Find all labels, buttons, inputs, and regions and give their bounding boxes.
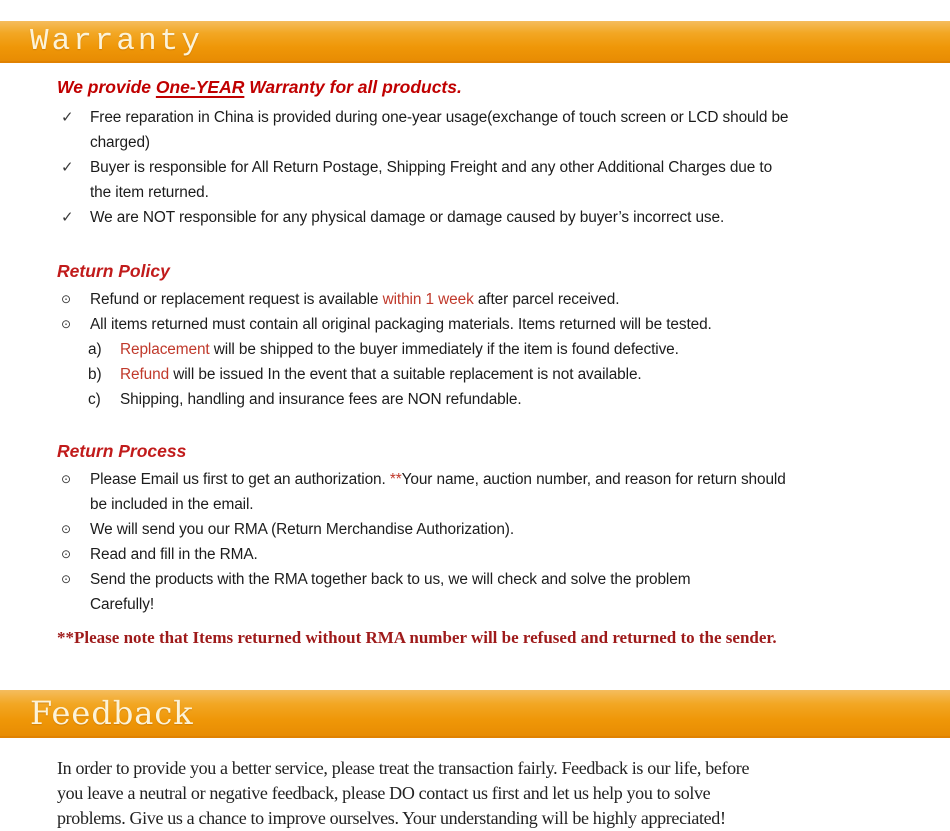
- check-item: [57, 205, 910, 230]
- process-item-text: [90, 567, 910, 617]
- rma-note: **Please note that Items returned without RMA number will be refused and returned to the sender.: [57, 628, 777, 647]
- warranty-title: Warranty: [30, 23, 203, 59]
- lettered-item: [88, 362, 910, 387]
- check-icon: ✓: [61, 109, 74, 126]
- feedback-line: In order to provide you a better service, please treat the transaction fairly. Feedback is our life, before: [57, 758, 750, 778]
- check-item: [57, 105, 910, 155]
- item-line: Buyer is responsible for All Return Postage, Shipping Freight and any other Additional Charges due to: [90, 159, 773, 176]
- text-segment: Send the products with the RMA together back to us, we will check and solve the problem: [90, 571, 691, 588]
- process-item: [57, 467, 910, 517]
- return-process-heading: Return Process: [57, 441, 187, 461]
- text-segment: We will send you our RMA (Return Merchandise Authorization).: [90, 521, 514, 538]
- item-line: We are NOT responsible for any physical damage or damage caused by buyer’s incorrect use.: [90, 209, 725, 226]
- feedback-paragraph: [0, 738, 950, 831]
- process-item-text: [90, 517, 910, 542]
- check-item: [57, 155, 910, 205]
- text-segment: after parcel received.: [473, 291, 620, 308]
- item-line: the item returned.: [90, 184, 209, 201]
- item-letter: b): [88, 366, 102, 383]
- warranty-check-list: [57, 105, 910, 230]
- lettered-item-text: [120, 387, 910, 412]
- item-letter: c): [88, 391, 101, 408]
- red-segment: **: [389, 471, 402, 488]
- text-segment: Shipping, handling and insurance fees are NON refundable.: [120, 391, 522, 408]
- process-item-text: [90, 542, 910, 567]
- warranty-content: [0, 63, 950, 690]
- feedback-title: Feedback: [30, 694, 194, 732]
- feedback-line: problems. Give us a chance to improve ourselves. Your understanding will be highly appreciated!: [57, 808, 726, 828]
- item-line: [90, 517, 910, 542]
- feedback-line: you leave a neutral or negative feedback, please DO contact us first and let us help you to solve: [57, 783, 711, 803]
- intro-underlined: One-YEAR: [155, 77, 245, 97]
- text-segment: will be shipped to the buyer immediately if the item is found defective.: [209, 341, 679, 358]
- return-policy-list: [57, 287, 910, 412]
- item-line: [90, 467, 910, 492]
- text-segment: Your name, auction number, and reason for return should: [401, 471, 786, 488]
- lettered-item: [88, 337, 910, 362]
- lettered-item-text: [120, 362, 910, 387]
- check-icon: ✓: [61, 159, 74, 176]
- policy-item-text: [90, 312, 910, 337]
- check-item-text: [90, 205, 910, 230]
- item-line: [90, 567, 910, 592]
- policy-item: [57, 312, 910, 337]
- warranty-header-bar: [0, 21, 950, 63]
- circle-bullet-icon: ⊙: [61, 572, 71, 586]
- item-line: Carefully!: [90, 596, 155, 613]
- warranty-intro-heading: [57, 77, 910, 98]
- text-segment: Refund or replacement request is available: [90, 291, 383, 308]
- red-segment: within 1 week: [382, 291, 474, 308]
- item-line: be included in the email.: [90, 496, 254, 513]
- red-segment: Replacement: [120, 341, 210, 358]
- text-segment: Read and fill in the RMA.: [90, 546, 258, 563]
- item-letter: a): [88, 341, 102, 358]
- intro-pre: We provide: [57, 77, 156, 97]
- circle-bullet-icon: ⊙: [61, 522, 71, 536]
- process-item: [57, 542, 910, 567]
- check-icon: ✓: [61, 209, 74, 226]
- circle-bullet-icon: ⊙: [61, 472, 71, 486]
- process-item-text: [90, 467, 910, 517]
- process-item: [57, 567, 910, 617]
- circle-bullet-icon: ⊙: [61, 317, 71, 331]
- return-process-list: [57, 467, 910, 617]
- item-line: [90, 542, 910, 567]
- intro-post: Warranty for all products.: [244, 77, 462, 97]
- item-line: charged): [90, 134, 150, 151]
- circle-bullet-icon: ⊙: [61, 292, 71, 306]
- process-item: [57, 517, 910, 542]
- circle-bullet-icon: ⊙: [61, 547, 71, 561]
- check-item-text: [90, 155, 910, 205]
- text-segment: All items returned must contain all original packaging materials. Items returned will be tested.: [90, 316, 712, 333]
- item-line: Free reparation in China is provided during one-year usage(exchange of touch screen or LCD should be: [90, 109, 789, 126]
- text-segment: Please Email us first to get an authorization.: [90, 471, 390, 488]
- lettered-sublist: [88, 337, 910, 412]
- lettered-item: [88, 387, 910, 412]
- feedback-header-bar: [0, 690, 950, 738]
- return-policy-heading: Return Policy: [57, 261, 170, 281]
- red-segment: Refund: [120, 366, 170, 383]
- policy-item-text: [90, 287, 910, 312]
- policy-item: [57, 287, 910, 312]
- lettered-item-text: [120, 337, 910, 362]
- check-item-text: [90, 105, 910, 155]
- text-segment: will be issued In the event that a suitable replacement is not available.: [169, 366, 642, 383]
